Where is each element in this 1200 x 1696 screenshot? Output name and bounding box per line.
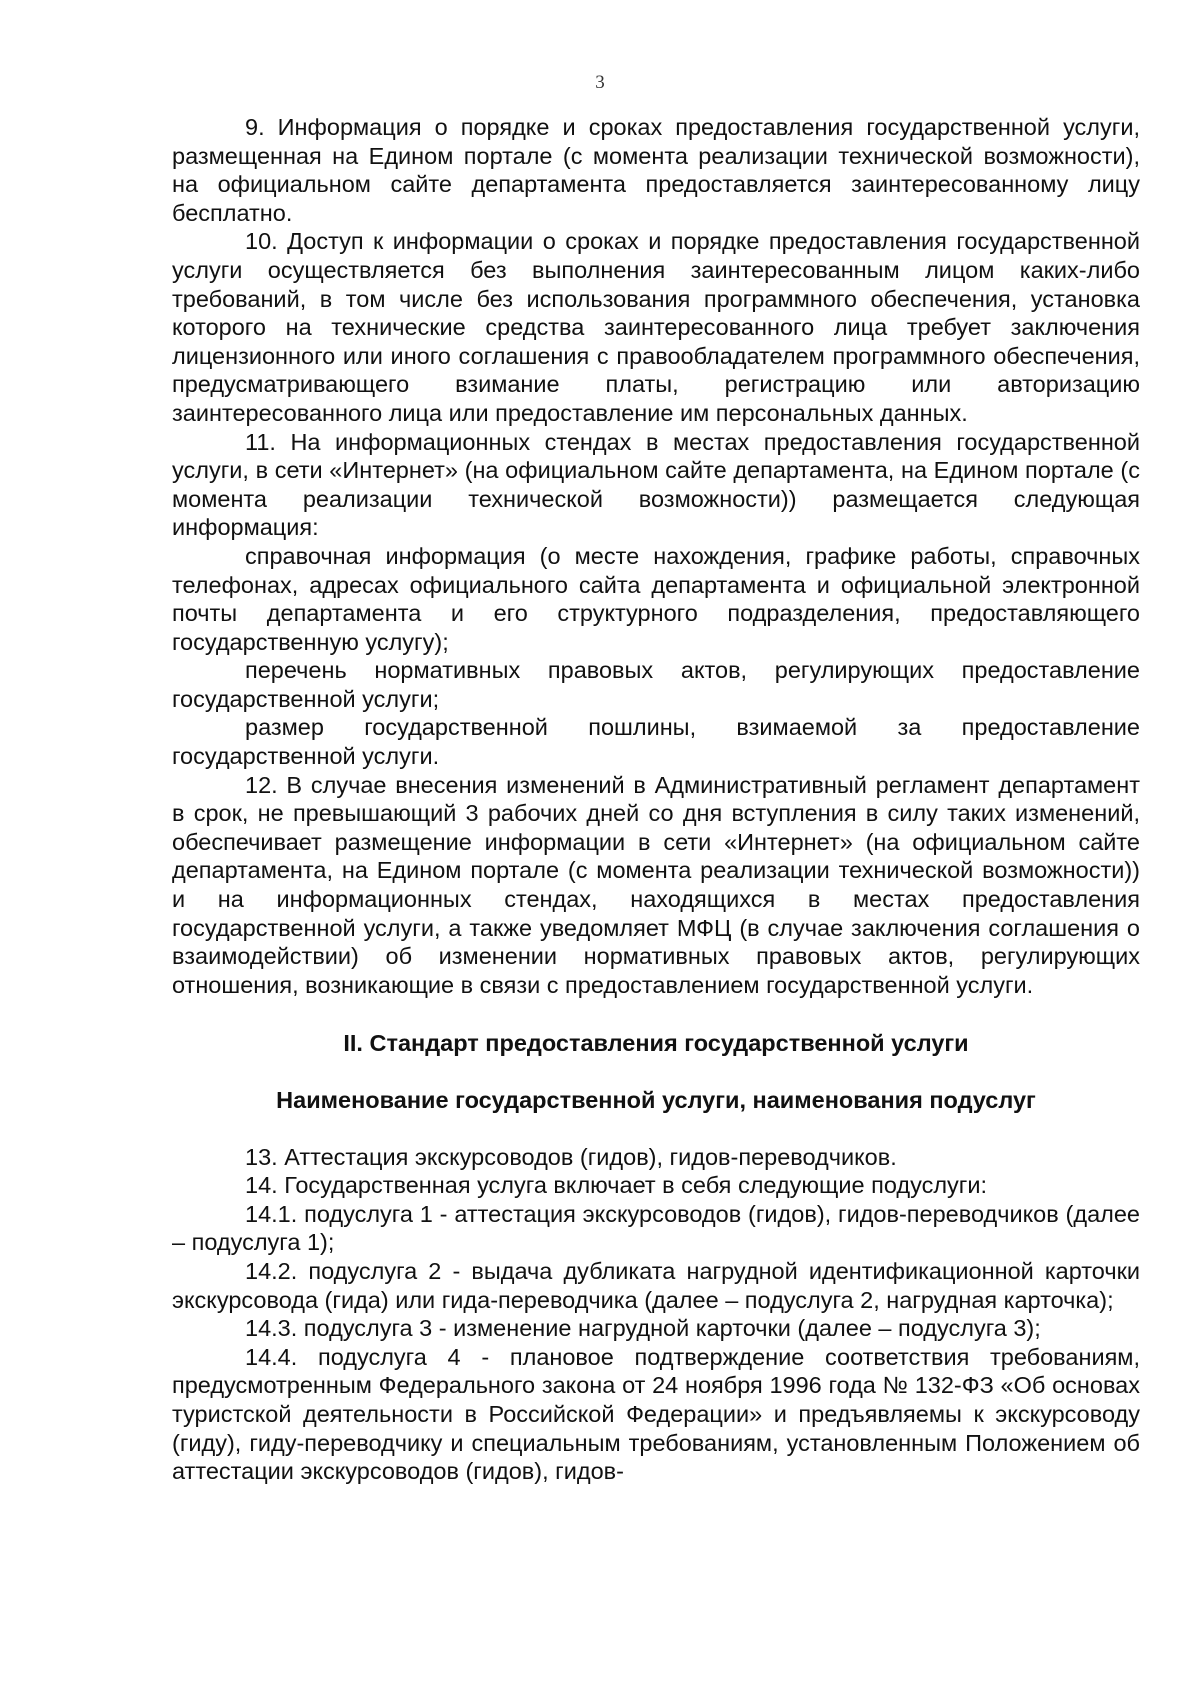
section-heading: II. Стандарт предоставления государственной услуги (343, 1030, 969, 1057)
page-number: 3 (595, 72, 605, 93)
paragraph-11-reference-info: справочная информация (о месте нахождения, графике работы, справочных телефонах, адресах официального сайта департамента и официальной электронной почты департамента и его структурного подразделения, предоставляющего государственную услугу); (172, 542, 1140, 655)
paragraph-14: 14. Государственная услуга включает в себя следующие подуслуги: (245, 1172, 988, 1199)
paragraph-11-legal-acts: перечень нормативных правовых актов, регулирующих предоставление государственной услуги; (172, 657, 1140, 712)
paragraph-13: 13. Аттестация экскурсоводов (гидов), гидов-переводчиков. (245, 1143, 897, 1170)
paragraph-14-3: 14.3. подуслуга 3 - изменение нагрудной карточки (далее – подуслуга 3); (245, 1315, 1041, 1342)
paragraph-12: 12. В случае внесения изменений в Административный регламент департамент в срок, не превышающий 3 рабочих дней со дня вступления в силу таких изменений, обеспечивает размещение информации в сети «Интернет» (на официальном сайте департамента, на Едином портале (с момента реализации технической возможности)) и на информационных стендах, находящихся в местах предоставления государственной услуги, а также уведомляет МФЦ (в случае заключения соглашения о взаимодействии) об изменении нормативных правовых актов, регулирующих отношения, возникающие в связи с предоставлением государственной услуги. (172, 771, 1140, 998)
paragraph-10: 10. Доступ к информации о сроках и порядке предоставления государственной услуги осуществляется без выполнения заинтересованным лицом каких-либо требований, в том числе без использования программного обеспечения, установка которого на технические средства заинтересованного лица требует заключения лицензионного или иного соглашения с правообладателем программного обеспечения, предусматривающего взимание платы, регистрацию или авторизацию заинтересованного лица или предоставление им персональных данных. (172, 228, 1140, 426)
paragraph-14-2: 14.2. подуслуга 2 - выдача дубликата нагрудной идентификационной карточки экскурсовода (гида) или гида-переводчика (далее – подуслуга 2, нагрудная карточка); (172, 1257, 1140, 1313)
paragraph-11: 11. На информационных стендах в местах предоставления государственной услуги, в сети «Интернет» (на официальном сайте департамента, на Едином портале (с момента реализации технической возможности)) размещается следующая информация: (172, 428, 1140, 541)
paragraph-9: 9. Информация о порядке и сроках предоставления государственной услуги, размещенная на Едином портале (с момента реализации технической возможности), на официальном сайте департамента предоставляется заинтересованному лицу бесплатно. (172, 114, 1140, 226)
paragraph-14-1: 14.1. подуслуга 1 - аттестация экскурсоводов (гидов), гидов-переводчиков (далее – подуслуга 1); (172, 1200, 1140, 1256)
paragraph-11-state-fee: размер государственной пошлины, взимаемой за предоставление государственной услуги. (172, 714, 1140, 770)
document-body (172, 113, 1140, 1486)
subsection-heading: Наименование государственной услуги, наименования подуслуг (276, 1087, 1036, 1113)
paragraph-14-4: 14.4. подуслуга 4 - плановое подтверждение соответствия требованиям, предусмотренным Федерального закона от 24 ноября 1996 года № 132-ФЗ «Об основах туристской деятельности в Российской Федерации» и предъявляемы к экскурсоводу (гиду), гиду-переводчику и специальным требованиям, установленным Положением об аттестации экскурсоводов (гидов), гидов- (172, 1343, 1140, 1485)
